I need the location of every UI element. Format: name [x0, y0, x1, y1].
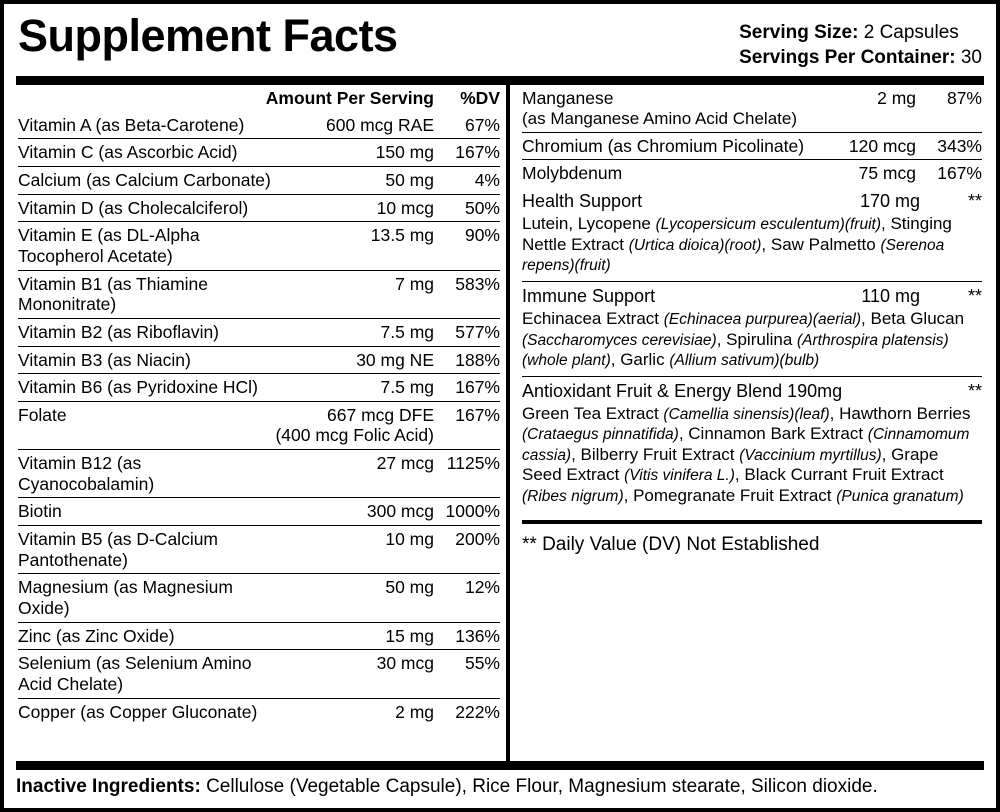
nutrient-amount: 13.5 mg	[275, 222, 434, 270]
table-row	[522, 160, 982, 187]
bottom-divider	[16, 761, 984, 770]
nutrient-name: Vitamin D (as Cholecalciferol)	[18, 194, 275, 222]
nutrient-amount: 7.5 mg	[275, 374, 434, 402]
nutrient-name: Vitamin C (as Ascorbic Acid)	[18, 139, 275, 167]
table-row	[18, 450, 500, 498]
table-row	[18, 574, 500, 622]
page-title: Supplement Facts	[18, 10, 398, 61]
nutrient-name: Vitamin B6 (as Pyridoxine HCl)	[18, 374, 275, 402]
nutrient-dv: 87%	[916, 85, 982, 132]
nutrient-amount: 2 mg	[395, 701, 434, 722]
right-column	[510, 85, 986, 761]
nutrient-amount: 300 mcg	[275, 498, 434, 526]
inactive-ingredients-value: Cellulose (Vegetable Capsule), Rice Flour, Magnesium stearate, Silicon dioxide.	[206, 776, 878, 798]
blend-sections	[522, 187, 982, 512]
nutrient-dv: 1000%	[434, 498, 500, 526]
blend-dv: **	[967, 191, 982, 212]
nutrient-name: Molybdenum	[522, 163, 623, 184]
nutrient-name: Copper (as Copper Gluconate)	[18, 701, 258, 722]
nutrient-amount: 30 mcg	[275, 650, 434, 698]
blend-amount: 170 mg	[859, 191, 920, 212]
table-row	[18, 650, 500, 698]
nutrient-name: Magnesium (as Magnesium Oxide)	[18, 574, 275, 622]
nutrient-amount: 75 mcg	[858, 163, 916, 184]
nutrient-dv: 222%	[455, 701, 500, 722]
nutrient-dv: 1125%	[434, 450, 500, 498]
blend-name: Health Support	[522, 191, 643, 212]
nutrient-amount: 50 mg	[275, 574, 434, 622]
nutrient-dv: 343%	[916, 132, 982, 160]
nutrient-dv: 167%	[937, 163, 982, 184]
left-nutrient-table	[18, 85, 500, 725]
serving-size-label: Serving Size:	[739, 22, 859, 43]
blend-ingredients: Lutein, Lycopene (Lycopersicum esculentum)(fruit), Stinging Nettle Extract (Urtica dioica)(root), Saw Palmetto (Serenoa repens)(fruit)	[522, 214, 952, 275]
nutrient-name: Vitamin B2 (as Riboflavin)	[18, 318, 275, 346]
blend-ingredients: Green Tea Extract (Camellia sinensis)(leaf), Hawthorn Berries (Crataegus pinnatifida), Cinnamon Bark Extract (Cinnamomum cassia), Bilberry Fruit Extract (Vaccinium myrtillus), Grape Seed Extract (Vitis vinifera L.), Black Currant Fruit Extract (Ribes nigrum), Pomegranate Fruit Extract (Punica granatum)	[522, 403, 971, 506]
right-rows-body	[522, 85, 982, 187]
table-row	[18, 346, 500, 374]
nutrient-name: Manganese (as Manganese Amino Acid Chelate)	[522, 85, 840, 132]
nutrient-amount: 667 mcg DFE (400 mcg Folic Acid)	[275, 401, 434, 449]
table-header-row	[18, 85, 500, 112]
table-row	[18, 139, 500, 167]
blend-dv: **	[967, 285, 982, 306]
nutrient-name: Chromium (as Chromium Picolinate)	[522, 132, 840, 160]
nutrient-name: Biotin	[18, 498, 275, 526]
nutrient-amount: 30 mg NE	[275, 346, 434, 374]
nutrient-dv: 12%	[434, 574, 500, 622]
nutrient-name: Vitamin B3 (as Niacin)	[18, 346, 275, 374]
header-divider	[16, 76, 984, 85]
blend-header	[522, 187, 982, 213]
blend-header	[522, 282, 982, 308]
nutrient-amount: 600 mcg RAE	[275, 112, 434, 139]
blend-section	[522, 376, 982, 512]
table-row	[18, 374, 500, 402]
nutrient-dv: 583%	[434, 270, 500, 318]
nutrient-dv: 55%	[434, 650, 500, 698]
table-row	[18, 698, 500, 725]
nutrient-name: Selenium (as Selenium Amino Acid Chelate)	[18, 650, 275, 698]
nutrient-source: (as Manganese Amino Acid Chelate)	[522, 108, 797, 128]
nutrient-amount: 150 mg	[275, 139, 434, 167]
nutrient-name: Calcium (as Calcium Carbonate)	[18, 167, 275, 195]
blend-ingredients: Echinacea Extract (Echinacea purpurea)(aerial), Beta Glucan (Saccharomyces cerevisiae), Spirulina (Arthrospira platensis)(whole plant), Garlic (Allium sativum)(bulb)	[522, 308, 965, 370]
nutrient-dv: 167%	[434, 374, 500, 402]
table-row	[18, 401, 500, 449]
nutrient-dv: 167%	[434, 139, 500, 167]
nutrient-name: Vitamin A (as Beta-Carotene)	[18, 112, 275, 139]
nutrient-dv: 50%	[434, 194, 500, 222]
left-column	[14, 85, 510, 761]
nutrient-amount-secondary: (400 mcg Folic Acid)	[275, 425, 434, 446]
nutrient-dv: 200%	[434, 526, 500, 574]
table-row	[18, 167, 500, 195]
table-row	[18, 622, 500, 650]
servings-per-container-line	[739, 45, 982, 70]
nutrient-amount: 120 mcg	[840, 132, 916, 160]
blend-amount: 110 mg	[861, 285, 920, 306]
nutrient-dv: 577%	[434, 318, 500, 346]
nutrient-amount: 7 mg	[275, 270, 434, 318]
nutrient-dv: 188%	[434, 346, 500, 374]
servings-per-container-value: 30	[960, 47, 982, 69]
blend-section	[522, 187, 982, 281]
serving-size-value: 2 Capsules	[863, 22, 959, 43]
inactive-ingredients-label: Inactive Ingredients:	[16, 776, 201, 798]
table-row	[18, 112, 500, 139]
table-row	[18, 498, 500, 526]
right-nutrient-table	[522, 85, 982, 187]
dv-footnote: ** Daily Value (DV) Not Established	[522, 533, 820, 555]
blend-header	[522, 377, 982, 403]
nutrient-amount: 10 mg	[275, 526, 434, 574]
nutrient-name: Vitamin B1 (as Thiamine Mononitrate)	[18, 270, 275, 318]
nutrient-amount: 10 mcg	[275, 194, 434, 222]
table-row	[522, 85, 982, 132]
nutrient-amount: 15 mg	[275, 622, 434, 650]
nutrient-dv: 67%	[434, 112, 500, 139]
serving-info	[739, 12, 982, 70]
nutrient-amount: 50 mg	[275, 167, 434, 195]
table-row	[18, 318, 500, 346]
nutrient-name: Zinc (as Zinc Oxide)	[18, 622, 275, 650]
nutrient-amount: 27 mcg	[275, 450, 434, 498]
nutrient-name: Vitamin B5 (as D-Calcium Pantothenate)	[18, 526, 275, 574]
left-rows-body	[18, 112, 500, 725]
inactive-ingredients	[14, 770, 986, 799]
header	[14, 10, 986, 70]
nutrient-dv: 167%	[434, 401, 500, 449]
blend-section	[522, 281, 982, 376]
nutrient-dv: 4%	[434, 167, 500, 195]
nutrient-name: Vitamin E (as DL-Alpha Tocopherol Acetate)	[18, 222, 275, 270]
percent-dv-header: %DV	[460, 88, 500, 109]
nutrient-amount: 7.5 mg	[275, 318, 434, 346]
blend-dv: **	[967, 380, 982, 401]
nutrient-amount: 2 mg	[840, 85, 916, 132]
nutrient-name: Vitamin B12 (as Cyanocobalamin)	[18, 450, 275, 498]
amount-per-serving-header: Amount Per Serving	[265, 88, 434, 109]
table-row	[522, 132, 982, 160]
table-row	[18, 270, 500, 318]
nutrient-name: Folate	[18, 401, 275, 449]
table-row	[18, 222, 500, 270]
servings-per-container-label: Servings Per Container:	[739, 47, 956, 69]
blend-name: Antioxidant Fruit & Energy Blend 190mg	[522, 380, 843, 401]
nutrient-dv: 136%	[434, 622, 500, 650]
table-row	[18, 526, 500, 574]
blend-name: Immune Support	[522, 285, 656, 306]
table-row	[18, 194, 500, 222]
serving-size-line	[739, 20, 982, 45]
facts-columns	[14, 85, 986, 761]
nutrient-dv: 90%	[434, 222, 500, 270]
